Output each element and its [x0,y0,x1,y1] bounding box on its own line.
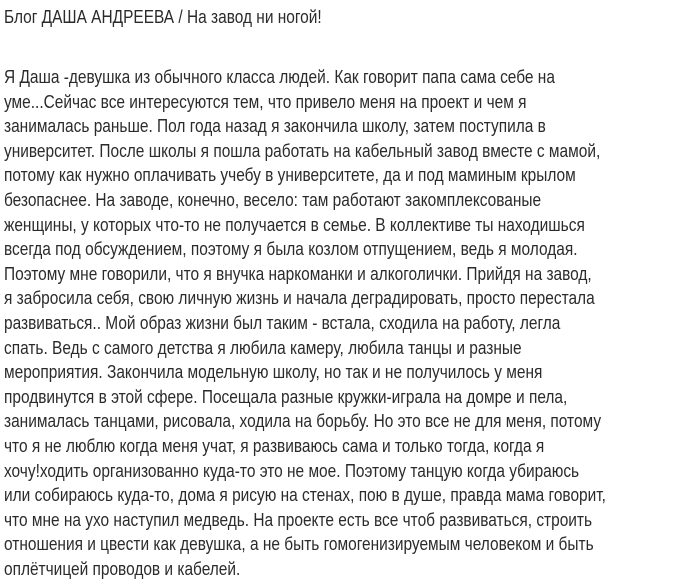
body-text-line: что я не люблю когда меня учат, я развиваюсь сама и только тогда, когда я [4,435,545,456]
body-text-line: развиваться.. Мой образ жизни был таким - встала, сходила на работу, легла [4,312,561,333]
body-text-line: Поэтому мне говорили, что я внучка наркоманки и алкоголички. Прийдя на завод, [4,262,592,284]
body-text-line: безопаснее. На заводе, конечно, весело: там работают закомплексованые [4,189,542,210]
body-text-line: спать. Ведь с самого детства я любила камеру, любила танцы и разные [4,336,522,358]
body-text-line: университет. После школы я пошла работать на кабельный завод вместе с мамой, [4,139,601,161]
body-text-line: мероприятия. Закончила модельную школу, но так и не получилось у меня [4,361,543,383]
body-text-line: продвинутся в этой сфере. Посещала разные кружки-играла на домре и пела, [4,385,568,407]
body-text-line: уме...Сейчас все интересуются тем, что привело меня на проект и чем я [4,90,527,112]
body-text-line: что мне на ухо наступил медведь. На проекте есть все чтоб развиваться, строить [4,508,593,530]
body-text-line: занималась раньше. Пол года назад я закончила школу, затем поступила в [4,115,546,137]
body-text-line: отношения и цвести как девушка, а не быть гомогенизируемым человеком и быть [4,533,594,555]
body-text-line: или собираюсь куда-то, дома я рисую на стенах, пою в душе, правда мама говорит, [4,484,606,506]
body-text-line: всегда под обсуждением, поэтому я была козлом отпущением, ведь я молодая. [4,238,578,260]
body-text-line: занималась танцами, рисовала, ходила на борьбу. Но это все не для меня, потому [4,410,602,432]
post-title: Блог ДАША АНДРЕЕВА / На завод ни ногой! [4,6,322,27]
body-text-line: хочу!ходить организованно куда-то это не мое. Поэтому танцую когда убираюсь [4,459,580,481]
body-text-line: Я Даша -девушка из обычного класса людей. Как говорит папа сама себе на [4,66,555,87]
body-text-line: потому как нужно оплачивать учебу в университете, да и под маминым крылом [4,164,576,186]
body-text-line: оплётчицей проводов и кабелей. [4,558,241,579]
body-text-line: я забросила себя, свою личную жизнь и начала деградировать, просто перестала [4,287,595,309]
body-text-line: женщины, у которых что-то не получается в семье. В коллективе ты находишься [4,213,585,235]
